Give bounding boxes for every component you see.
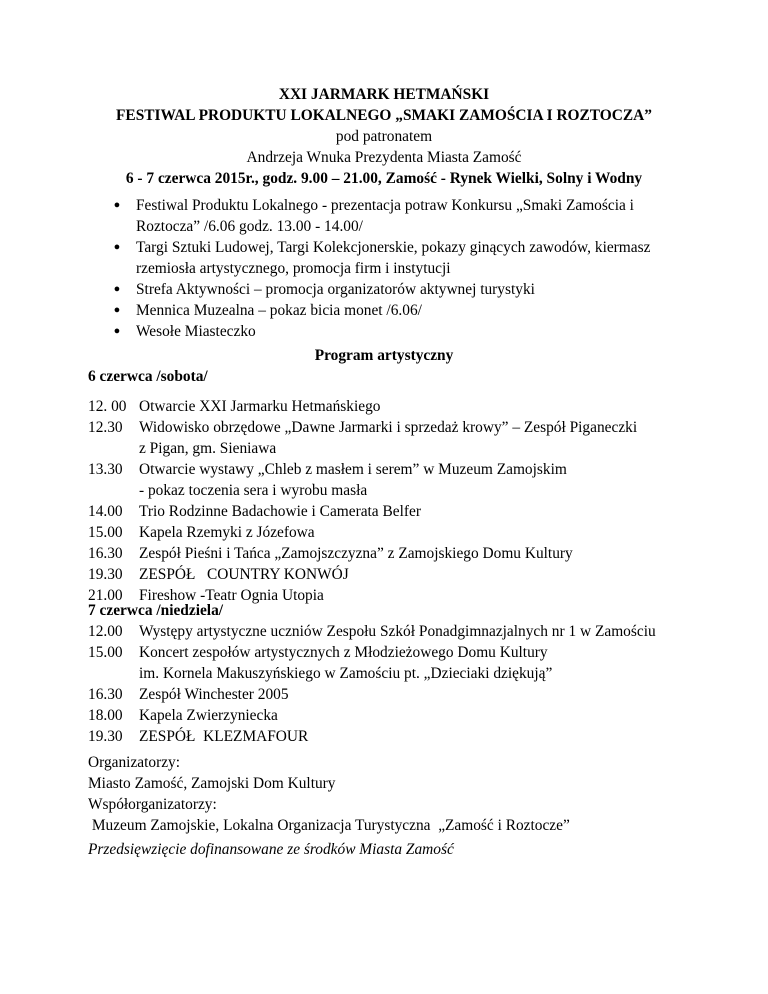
list-item <box>0 237 656 279</box>
festival-title: FESTIWAL PRODUKTU LOKALNEGO „SMAKI ZAMOŚCIA I ROZTOCZA” <box>116 107 652 124</box>
list-item <box>0 279 656 300</box>
entry-continuation: im. Kornela Makuszyńskiego w Zamościu pt. „Dzieciaki dziękują” <box>139 665 553 682</box>
schedule-entry <box>88 621 728 642</box>
schedule-entry <box>88 684 728 705</box>
schedule-entry <box>88 564 728 585</box>
list-item-line: Targi Sztuki Ludowej, Targi Kolekcjonerskie, pokazy ginących zawodów, kiermasz <box>136 239 651 256</box>
entry-description: Koncert zespołów artystycznych z Młodzieżowego Domu Kultury <box>139 644 548 661</box>
program-title: Program artystyczny <box>314 347 454 364</box>
entry-description: Zespół Winchester 2005 <box>139 686 289 703</box>
schedule-entry <box>88 705 728 726</box>
day1-heading: 6 czerwca /sobota/ <box>88 368 208 385</box>
event-date-location: 6 - 7 czerwca 2015r., godz. 9.00 – 21.00, Zamość - Rynek Wielki, Solny i Wodny <box>125 170 643 187</box>
co-organizers-label: Współorganizatorzy: <box>88 796 217 813</box>
list-item-line: Roztocza” /6.06 godz. 13.00 - 14.00/ <box>136 218 363 235</box>
document-header <box>0 84 768 189</box>
entry-time: 12.00 <box>88 623 123 640</box>
list-item-line: Strefa Aktywności – promocja organizatorów aktywnej turystyki <box>136 281 535 298</box>
bullet-icon: ● <box>113 325 121 337</box>
entry-time: 16.30 <box>88 545 123 562</box>
list-item <box>0 195 656 237</box>
entry-time: 13.30 <box>88 461 123 478</box>
bullet-icon: ● <box>113 199 121 211</box>
entry-time: 21.00 <box>88 587 123 604</box>
bullet-icon: ● <box>113 283 121 295</box>
entry-description: Występy artystyczne uczniów Zespołu Szkół Ponadgimnazjalnych nr 1 w Zamościu <box>139 623 656 640</box>
attractions-list <box>0 195 768 342</box>
co-organizers-names: Muzeum Zamojskie, Lokalna Organizacja Turystyczna „Zamość i Roztocze” <box>88 817 570 834</box>
entry-description: Kapela Rzemyki z Józefowa <box>139 524 315 541</box>
entry-time: 16.30 <box>88 686 123 703</box>
entry-description: Widowisko obrzędowe „Dawne Jarmarki i sprzedaż krowy” – Zespół Piganeczki <box>139 419 638 436</box>
entry-continuation: - pokaz toczenia sera i wyrobu masła <box>139 482 368 499</box>
schedule-entry <box>88 396 728 417</box>
entry-time: 12. 00 <box>88 398 127 415</box>
schedule-entry <box>88 543 728 564</box>
entry-time: 12.30 <box>88 419 123 436</box>
schedule-entry <box>88 642 728 663</box>
bullet-icon: ● <box>113 241 121 253</box>
entry-description: Fireshow -Teatr Ognia Utopia <box>139 587 324 604</box>
schedule-entry <box>88 726 728 747</box>
entry-description: Otwarcie wystawy „Chleb z masłem i serem” w Muzeum Zamojskim <box>139 461 567 478</box>
entry-time: 15.00 <box>88 644 123 661</box>
day2-heading: 7 czerwca /niedziela/ <box>88 602 224 619</box>
list-item-line: rzemiosła artystycznego, promocja firm i instytucji <box>136 260 451 277</box>
entry-description: Trio Rodzinne Badachowie i Camerata Belfer <box>139 503 421 520</box>
entry-continuation: z Pigan, gm. Sieniawa <box>139 440 277 457</box>
entry-time: 18.00 <box>88 707 123 724</box>
organizers-names: Miasto Zamość, Zamojski Dom Kultury <box>88 775 336 792</box>
entry-description: Kapela Zwierzyniecka <box>139 707 278 724</box>
list-item-line: Wesołe Miasteczko <box>136 323 256 340</box>
entry-time: 19.30 <box>88 728 123 745</box>
entry-description: Otwarcie XXI Jarmarku Hetmańskiego <box>139 398 381 415</box>
entry-description: ZESPÓŁ COUNTRY KONWÓJ <box>139 566 349 583</box>
bullet-icon: ● <box>113 304 121 316</box>
funding-note: Przedsięwzięcie dofinansowane ze środków Miasta Zamość <box>88 841 454 858</box>
schedule-entry <box>88 417 728 438</box>
organizers-section <box>88 752 728 836</box>
list-item-line: Mennica Muzealna – pokaz bicia monet /6.06/ <box>136 302 422 319</box>
schedule-entry <box>88 501 728 522</box>
entry-time: 14.00 <box>88 503 123 520</box>
entry-time: 15.00 <box>88 524 123 541</box>
patronage-label: pod patronatem <box>335 128 433 145</box>
organizers-label: Organizatorzy: <box>88 754 181 771</box>
day1-schedule <box>88 396 728 606</box>
entry-time: 19.30 <box>88 566 123 583</box>
list-item <box>0 300 656 321</box>
day2-schedule <box>88 621 728 747</box>
patron-name: Andrzeja Wnuka Prezydenta Miasta Zamość <box>246 149 522 166</box>
entry-description: Zespół Pieśni i Tańca „Zamojszczyzna” z Zamojskiego Domu Kultury <box>139 545 573 562</box>
schedule-entry <box>88 459 728 480</box>
event-title: XXI JARMARK HETMAŃSKI <box>278 86 490 103</box>
schedule-entry <box>88 522 728 543</box>
list-item-line: Festiwal Produktu Lokalnego - prezentacja potraw Konkursu „Smaki Zamościa i <box>136 197 634 214</box>
entry-description: ZESPÓŁ KLEZMAFOUR <box>139 728 309 745</box>
list-item <box>0 321 656 342</box>
